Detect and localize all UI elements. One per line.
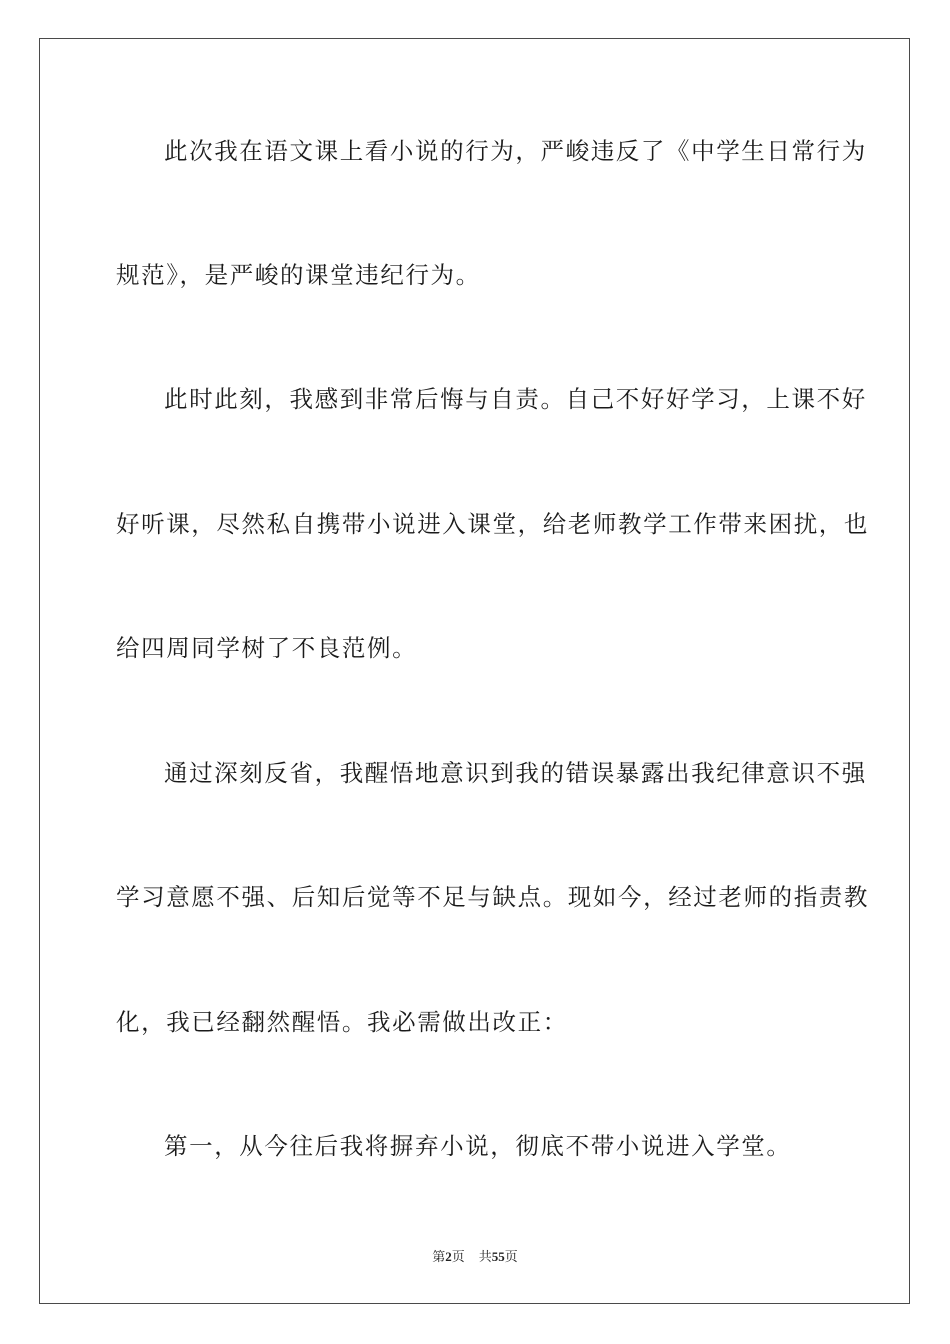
- text-line: 规范》，是严峻的课堂违纪行为。: [116, 261, 481, 289]
- page-footer: [0, 1247, 950, 1268]
- text-line: 此次我在语文课上看小说的行为，严峻违反了《中学生日常行为: [164, 137, 867, 165]
- total-page-count: 55: [491, 1249, 505, 1264]
- text-line: 第一，从今往后我将摒弃小说，彻底不带小说进入学堂。: [164, 1132, 792, 1160]
- text-line: 好听课，尽然私自携带小说进入课堂，给老师教学工作带来困扰，也: [116, 510, 869, 538]
- total-suffix: 页: [504, 1250, 518, 1265]
- text-line: 学习意愿不强、后知后觉等不足与缺点。现如今，经过老师的指责教: [116, 883, 869, 911]
- page-border: [39, 38, 910, 1304]
- page-suffix: 页: [451, 1250, 465, 1265]
- page-prefix: 第: [432, 1250, 446, 1265]
- current-page-number: 2: [445, 1249, 452, 1264]
- text-line: 此时此刻，我感到非常后悔与自责。自己不好好学习，上课不好: [164, 385, 867, 413]
- total-prefix: 共: [478, 1250, 492, 1265]
- text-line: 化，我已经翻然醒悟。我必需做出改正：: [116, 1008, 568, 1036]
- text-line: 给四周同学树了不良范例。: [116, 634, 418, 662]
- text-line: 通过深刻反省，我醒悟地意识到我的错误暴露出我纪律意识不强: [164, 759, 867, 787]
